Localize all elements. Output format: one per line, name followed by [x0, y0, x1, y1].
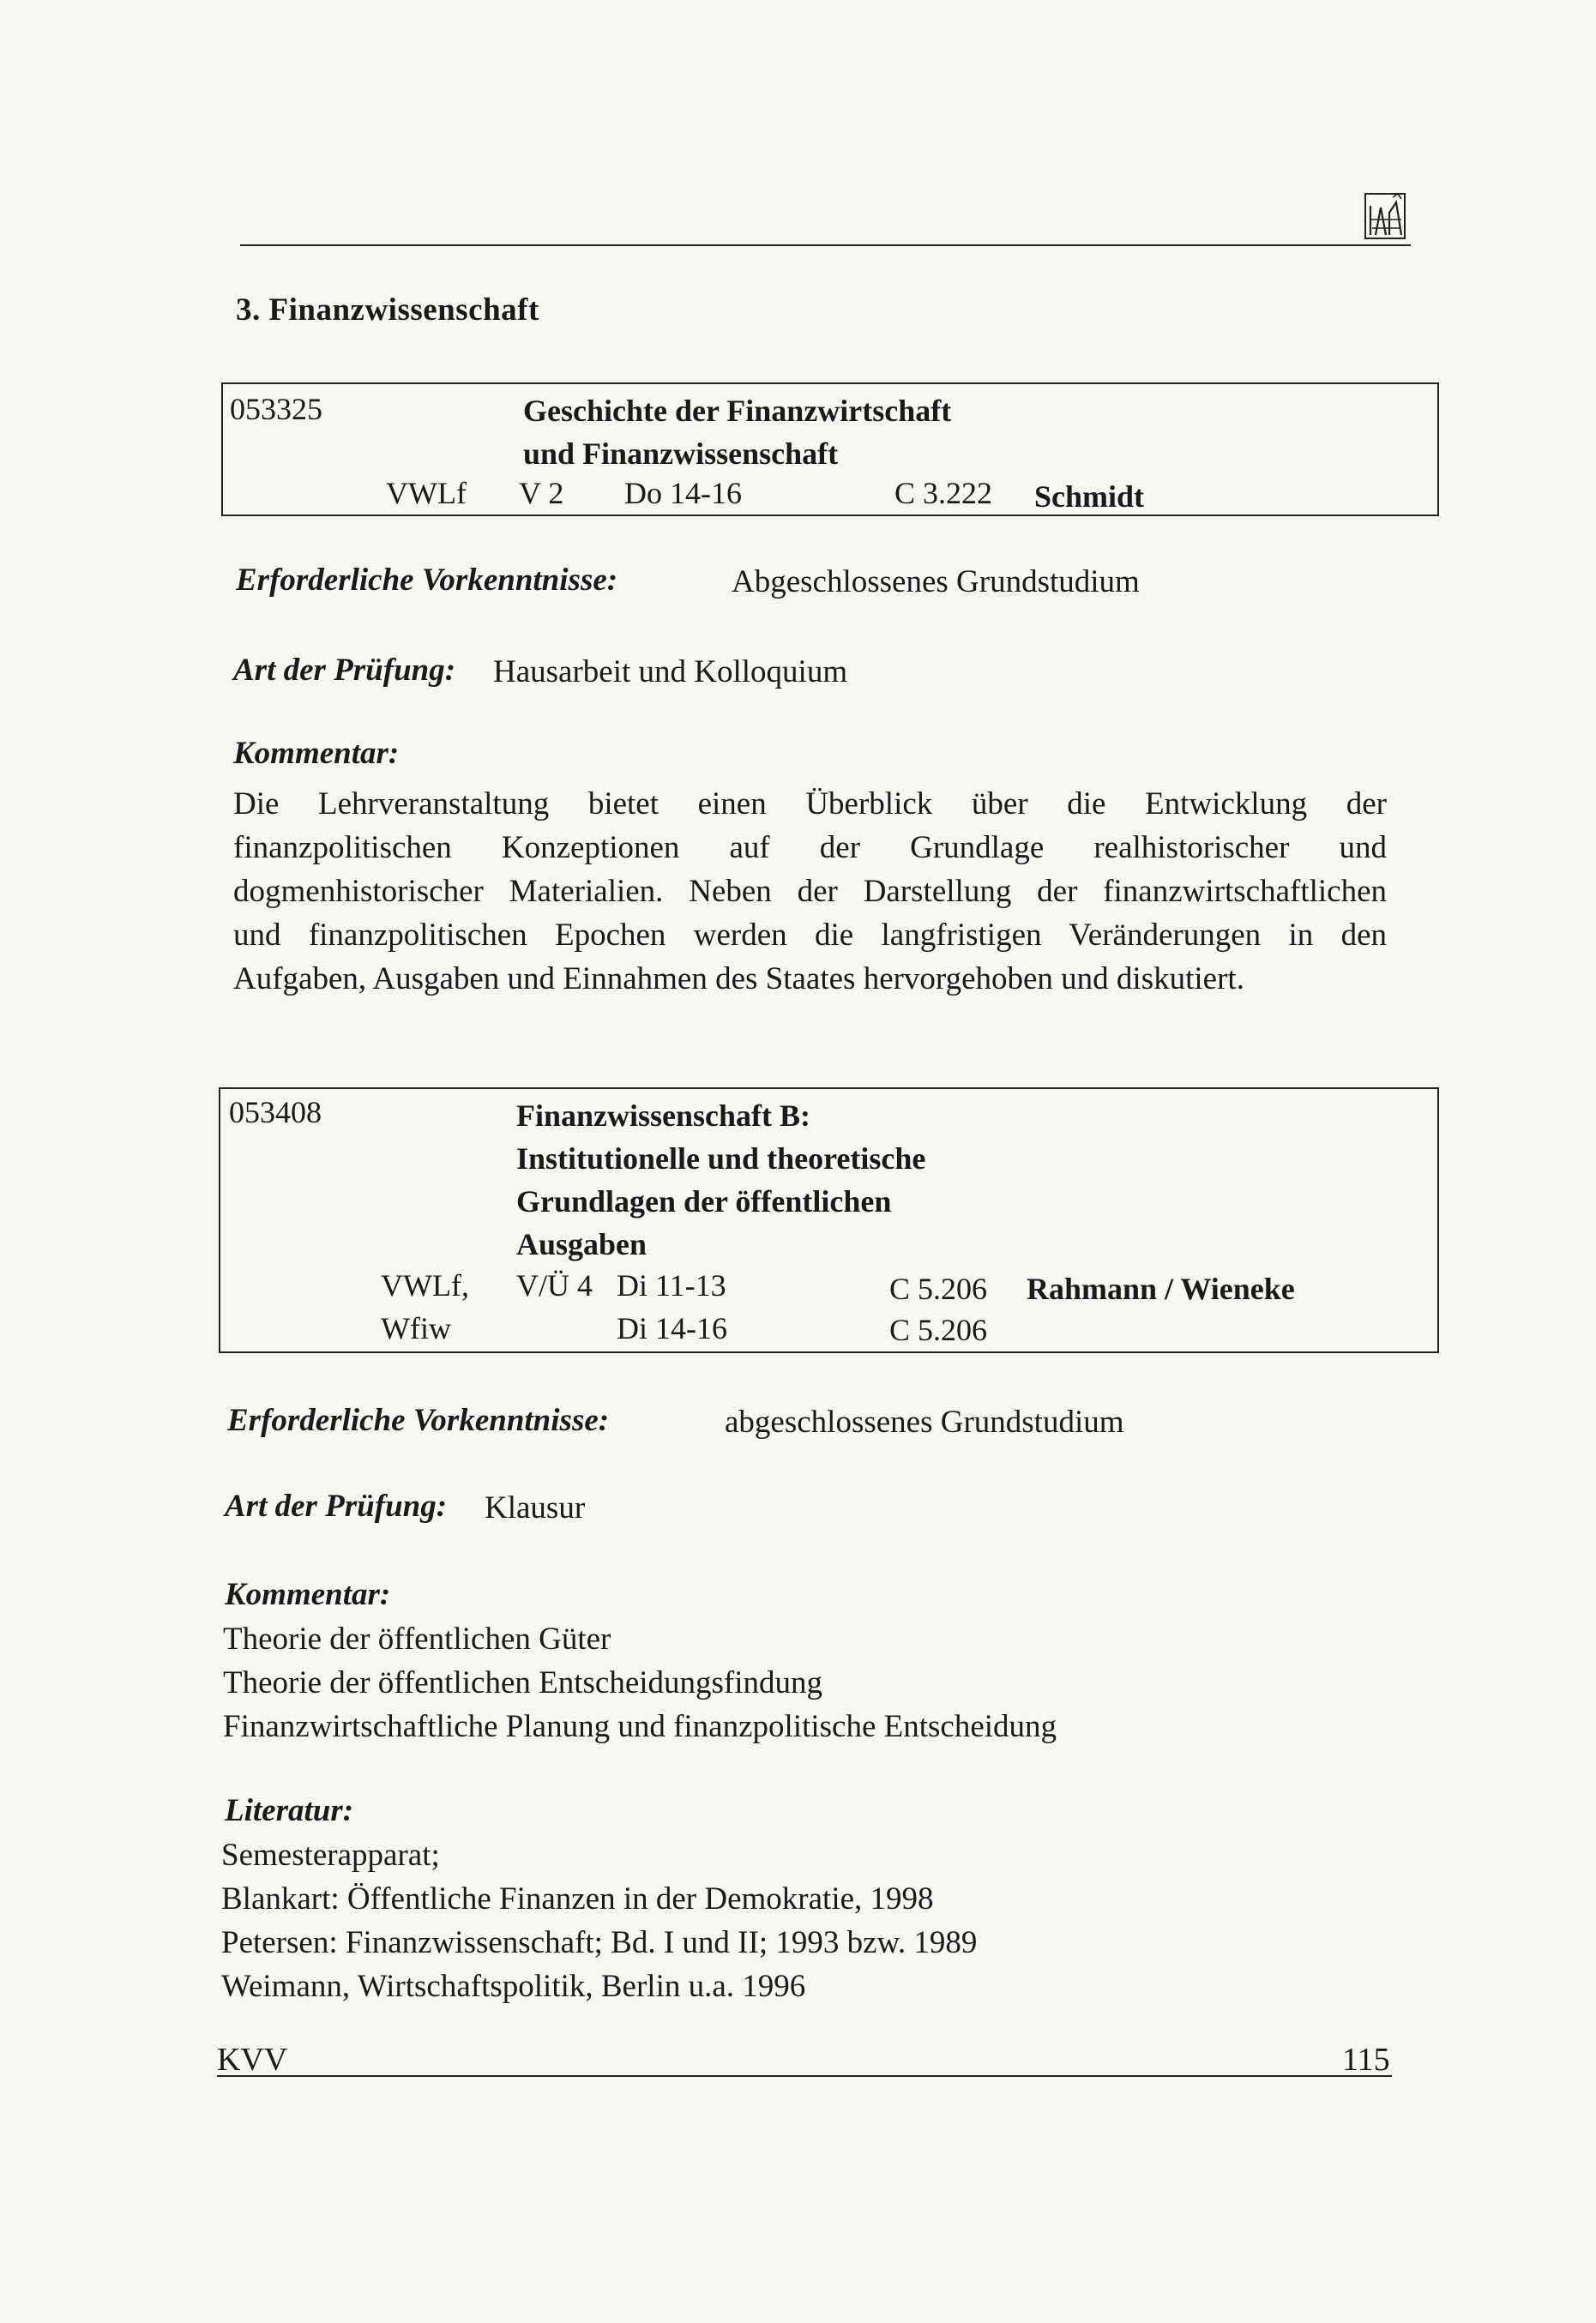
- exam-value: Hausarbeit und Kolloquium: [493, 654, 848, 689]
- list-item: Theorie der öffentlichen Güter: [223, 1622, 611, 1657]
- course-program: VWLf,: [381, 1268, 469, 1303]
- course-title-line2: Institutionelle und theoretische: [516, 1141, 926, 1176]
- comment-line: finanzpolitischen Konzeptionen auf der Grundlage realhistorischer und: [233, 830, 1387, 865]
- course-time: Di 14-16: [617, 1311, 727, 1345]
- section-heading: 3. Finanzwissenschaft: [236, 292, 539, 328]
- course-title-line1: Geschichte der Finanzwirtschaft: [523, 394, 952, 428]
- comment-line: Aufgaben, Ausgaben und Einnahmen des Staates hervorgehoben und diskutiert.: [233, 961, 1244, 996]
- list-item: Finanzwirtschaftliche Planung und finanzpolitische Entscheidung: [223, 1709, 1057, 1744]
- comment-line: Die Lehrveranstaltung bietet einen Überblick über die Entwicklung der: [233, 786, 1387, 821]
- course-lecturer: Schmidt: [1034, 479, 1145, 514]
- course-type: V 2: [519, 476, 564, 510]
- course-room: C 3.222: [894, 476, 993, 510]
- course-title-line3: Grundlagen der öffentlichen: [516, 1184, 892, 1219]
- course-program: Wfiw: [381, 1311, 451, 1345]
- exam-label: Art der Prüfung:: [233, 653, 456, 688]
- prerequisites-label: Erforderliche Vorkenntnisse:: [236, 563, 618, 598]
- course-box-053325: [221, 382, 1439, 516]
- course-type: V/Ü 4: [516, 1268, 593, 1303]
- course-title-line2: und Finanzwissenschaft: [523, 436, 839, 471]
- footer-rule: [217, 2075, 1392, 2077]
- course-number: 053408: [229, 1095, 322, 1129]
- comment-paragraph: [233, 782, 1387, 1001]
- course-title-line1: Finanzwissenschaft B:: [516, 1098, 811, 1133]
- exam-value: Klausur: [485, 1490, 586, 1526]
- prerequisites-value: abgeschlossenes Grundstudium: [725, 1405, 1124, 1440]
- course-time: Di 11-13: [617, 1268, 726, 1303]
- course-room: C 5.206: [889, 1272, 988, 1306]
- literature-list: [221, 1833, 977, 2008]
- prerequisites-value: Abgeschlossenes Grundstudium: [732, 564, 1140, 599]
- literature-label: Literatur:: [225, 1793, 354, 1828]
- list-item: Weimann, Wirtschaftspolitik, Berlin u.a. 1996: [221, 1969, 806, 2004]
- course-title-line4: Ausgaben: [516, 1227, 647, 1261]
- comment-label: Kommentar:: [233, 736, 400, 771]
- list-item: Semesterapparat;: [221, 1838, 440, 1873]
- header-rule: [240, 244, 1411, 246]
- page-number: 115: [1342, 2042, 1390, 2078]
- comment-line: dogmenhistorischer Materialien. Neben der Darstellung der finanzwirtschaftlichen: [233, 874, 1387, 909]
- university-logo-icon: [1364, 190, 1406, 242]
- course-room: C 5.206: [889, 1313, 988, 1347]
- course-program: VWLf: [386, 476, 467, 510]
- comment-list: [223, 1617, 1057, 1748]
- course-number: 053325: [230, 392, 322, 426]
- prerequisites-label: Erforderliche Vorkenntnisse:: [227, 1403, 610, 1438]
- footer-kvv: KVV: [217, 2042, 288, 2078]
- list-item: Petersen: Finanzwissenschaft; Bd. I und II; 1993 bzw. 1989: [221, 1925, 978, 1960]
- course-lecturer: Rahmann / Wieneke: [1027, 1272, 1295, 1306]
- course-time: Do 14-16: [624, 476, 742, 510]
- comment-line: und finanzpolitischen Epochen werden die langfristigen Veränderungen in den: [233, 918, 1387, 953]
- list-item: Blankart: Öffentliche Finanzen in der Demokratie, 1998: [221, 1881, 934, 1917]
- list-item: Theorie der öffentlichen Entscheidungsfindung: [223, 1665, 823, 1700]
- course-box-053408: [219, 1087, 1439, 1353]
- comment-label: Kommentar:: [225, 1577, 391, 1612]
- exam-label: Art der Prüfung:: [225, 1489, 448, 1524]
